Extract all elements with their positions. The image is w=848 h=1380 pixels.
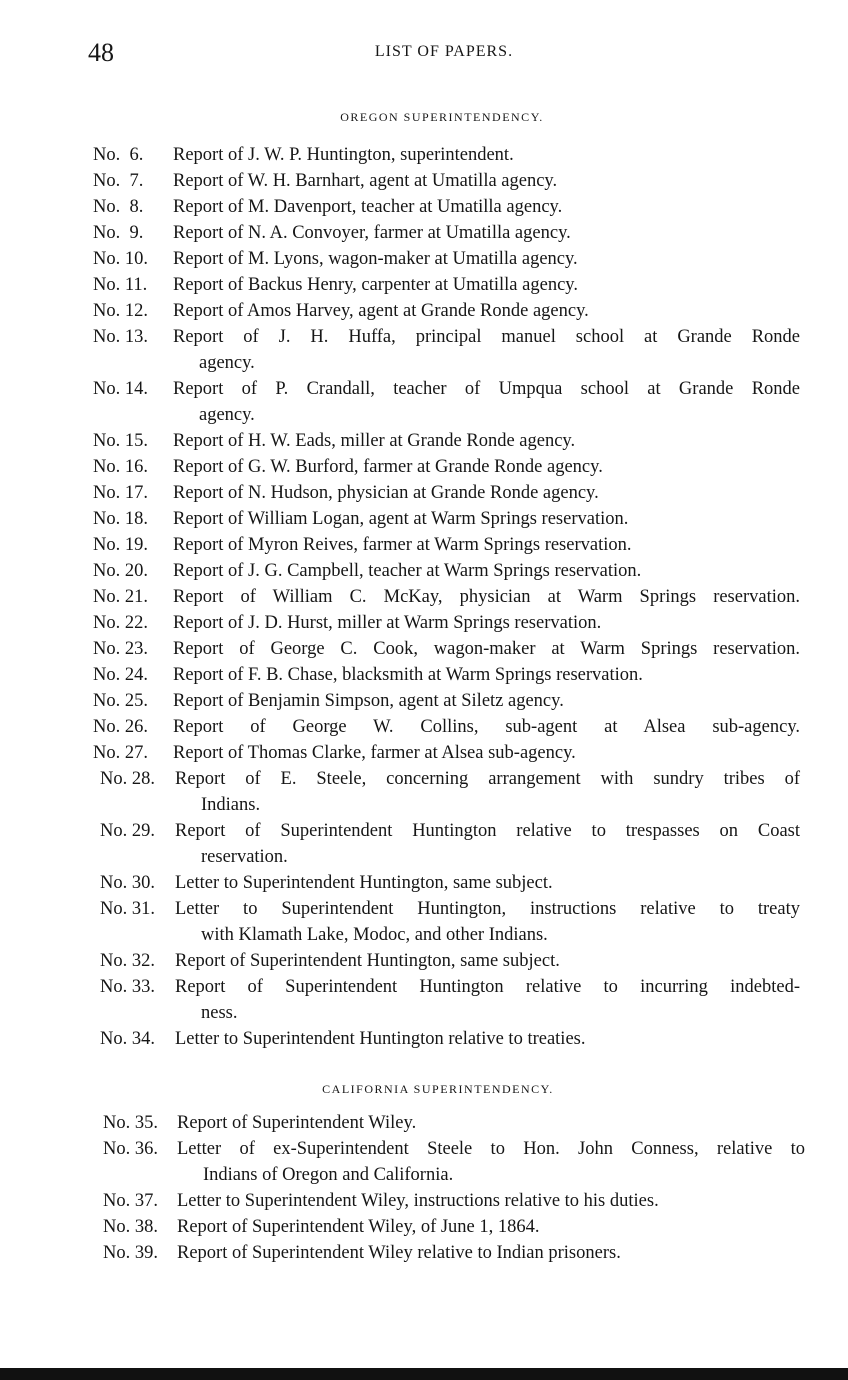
entry-text xyxy=(175,974,800,1026)
entry-text xyxy=(173,740,800,766)
entry-text xyxy=(173,454,800,480)
entry-text xyxy=(173,142,800,168)
entry-text xyxy=(173,376,800,428)
entry-text-line: Report of William C. McKay, physician at Warm Springs reservation. xyxy=(173,587,800,607)
entry-text xyxy=(173,246,800,272)
entry-number: No. 14. xyxy=(93,379,148,399)
entry-number: No. 27. xyxy=(93,743,148,763)
entry-text-continuation: ness. xyxy=(201,1003,238,1023)
entry-text-line: Report of W. H. Barnhart, agent at Umatilla agency. xyxy=(173,171,558,191)
section-heading-oregon: OREGON SUPERINTENDENCY. xyxy=(340,110,544,124)
entry-text-line: Letter of ex-Superintendent Steele to Hon. John Conness, relative to xyxy=(177,1139,805,1159)
entry-text-line: Report of E. Steele, concerning arrangement with sundry tribes of xyxy=(175,769,800,789)
entry-text-line: Report of Benjamin Simpson, agent at Siletz agency. xyxy=(173,691,564,711)
entry-text-continuation: Indians. xyxy=(201,795,261,815)
entry-number: No. 17. xyxy=(93,483,148,503)
entry-text-line: Report of William Logan, agent at Warm Springs reservation. xyxy=(173,509,629,529)
entry-text-line: Report of J. G. Campbell, teacher at Warm Springs reservation. xyxy=(173,561,642,581)
entry-text xyxy=(173,714,800,740)
entry-text-line: Report of Superintendent Wiley. xyxy=(177,1113,417,1133)
entry-number: No. 24. xyxy=(93,665,148,685)
entry-text-line: Report of G. W. Burford, farmer at Grande Ronde agency. xyxy=(173,457,603,477)
entry-number: No. 9. xyxy=(93,223,144,243)
entry-text xyxy=(173,168,800,194)
page-number: 48 xyxy=(88,38,114,67)
entry-number: No. 20. xyxy=(93,561,148,581)
entry-text xyxy=(173,610,800,636)
entry-number: No. 31. xyxy=(100,899,155,919)
entry-number: No. 37. xyxy=(103,1191,158,1211)
entry-number: No. 36. xyxy=(103,1139,158,1159)
entry-number: No. 30. xyxy=(100,873,155,893)
entry-text-line: Report of N. Hudson, physician at Grande Ronde agency. xyxy=(173,483,599,503)
entry-number: No. 16. xyxy=(93,457,148,477)
page-edge-rule xyxy=(0,1368,848,1380)
entry-text-line: Letter to Superintendent Wiley, instructions relative to his duties. xyxy=(177,1191,659,1211)
entry-number: No. 21. xyxy=(93,587,148,607)
entry-text-continuation: with Klamath Lake, Modoc, and other Indians. xyxy=(201,925,548,945)
entry-text-line: Report of H. W. Eads, miller at Grande Ronde agency. xyxy=(173,431,576,451)
entry-text xyxy=(173,688,800,714)
entry-text xyxy=(177,1240,805,1266)
entry-number: No. 29. xyxy=(100,821,155,841)
entry-text xyxy=(175,766,800,818)
entry-number: No. 22. xyxy=(93,613,148,633)
entry-text-line: Report of P. Crandall, teacher of Umpqua school at Grande Ronde xyxy=(173,379,800,399)
entry-text-continuation: reservation. xyxy=(201,847,288,867)
entry-text-line: Report of George W. Collins, sub-agent at Alsea sub-agency. xyxy=(173,717,800,737)
entry-text-line: Report of Superintendent Huntington, same subject. xyxy=(175,951,560,971)
entry-number: No. 15. xyxy=(93,431,148,451)
entry-text xyxy=(177,1136,805,1188)
entry-text xyxy=(177,1188,805,1214)
entry-text-line: Letter to Superintendent Huntington relative to treaties. xyxy=(175,1029,586,1049)
running-head: LIST OF PAPERS. xyxy=(374,43,514,60)
entry-text-continuation: agency. xyxy=(199,353,255,373)
entry-text-line: Report of Amos Harvey, agent at Grande Ronde agency. xyxy=(173,301,589,321)
entry-number: No. 10. xyxy=(93,249,148,269)
entry-number: No. 35. xyxy=(103,1113,158,1133)
entry-text xyxy=(173,324,800,376)
entry-number: No. 12. xyxy=(93,301,148,321)
entry-text xyxy=(173,428,800,454)
entry-text xyxy=(173,558,800,584)
entry-text xyxy=(173,662,800,688)
entry-text xyxy=(173,298,800,324)
entry-text-line: Report of Myron Reives, farmer at Warm Springs reservation. xyxy=(173,535,632,555)
entry-text-line: Report of M. Lyons, wagon-maker at Umatilla agency. xyxy=(173,249,578,269)
entry-text xyxy=(173,272,800,298)
entry-text xyxy=(177,1110,805,1136)
entry-text-line: Report of F. B. Chase, blacksmith at Warm Springs reservation. xyxy=(173,665,643,685)
entry-number: No. 8. xyxy=(93,197,144,217)
entry-number: No. 23. xyxy=(93,639,148,659)
entry-number: No. 11. xyxy=(93,275,148,295)
entry-text-line: Report of Backus Henry, carpenter at Umatilla agency. xyxy=(173,275,578,295)
entry-text-line: Report of N. A. Convoyer, farmer at Umatilla agency. xyxy=(173,223,571,243)
entry-text-line: Report of J. D. Hurst, miller at Warm Springs reservation. xyxy=(173,613,602,633)
entry-number: No. 39. xyxy=(103,1243,158,1263)
entry-text-line: Report of Superintendent Huntington relative to incurring indebted- xyxy=(175,977,800,997)
entry-text-line: Report of J. H. Huffa, principal manuel school at Grande Ronde xyxy=(173,327,800,347)
entry-number: No. 13. xyxy=(93,327,148,347)
entry-text-line: Report of M. Davenport, teacher at Umatilla agency. xyxy=(173,197,563,217)
entry-text xyxy=(175,948,800,974)
entry-number: No. 32. xyxy=(100,951,155,971)
entry-text xyxy=(177,1214,805,1240)
entry-text xyxy=(173,584,800,610)
entry-number: No. 18. xyxy=(93,509,148,529)
entry-text xyxy=(175,870,800,896)
entry-text-continuation: agency. xyxy=(199,405,255,425)
entry-text-line: Report of J. W. P. Huntington, superintendent. xyxy=(173,145,514,165)
entry-text-line: Report of George C. Cook, wagon-maker at Warm Springs reservation. xyxy=(173,639,800,659)
entry-number: No. 7. xyxy=(93,171,144,191)
entry-number: No. 34. xyxy=(100,1029,155,1049)
entry-text xyxy=(175,818,800,870)
entry-text-line: Letter to Superintendent Huntington, instructions relative to treaty xyxy=(175,899,800,919)
section-heading-california: CALIFORNIA SUPERINTENDENCY. xyxy=(322,1082,554,1096)
entry-text xyxy=(173,532,800,558)
entry-text xyxy=(173,220,800,246)
entry-text-line: Report of Superintendent Wiley relative to Indian prisoners. xyxy=(177,1243,621,1263)
entry-number: No. 28. xyxy=(100,769,155,789)
entry-number: No. 19. xyxy=(93,535,148,555)
entry-text-line: Report of Thomas Clarke, farmer at Alsea sub-agency. xyxy=(173,743,576,763)
entry-text xyxy=(173,636,800,662)
entry-number: No. 25. xyxy=(93,691,148,711)
entry-text-line: Report of Superintendent Huntington relative to trespasses on Coast xyxy=(175,821,800,841)
entry-text-line: Letter to Superintendent Huntington, same subject. xyxy=(175,873,553,893)
entry-number: No. 26. xyxy=(93,717,148,737)
entry-text xyxy=(175,1026,800,1052)
entry-text xyxy=(173,506,800,532)
entry-text xyxy=(173,480,800,506)
entry-text xyxy=(175,896,800,948)
entry-number: No. 33. xyxy=(100,977,155,997)
entry-text xyxy=(173,194,800,220)
entry-text-line: Report of Superintendent Wiley, of June 1, 1864. xyxy=(177,1217,540,1237)
entry-number: No. 38. xyxy=(103,1217,158,1237)
entry-text-continuation: Indians of Oregon and California. xyxy=(203,1165,454,1185)
entry-number: No. 6. xyxy=(93,145,144,165)
